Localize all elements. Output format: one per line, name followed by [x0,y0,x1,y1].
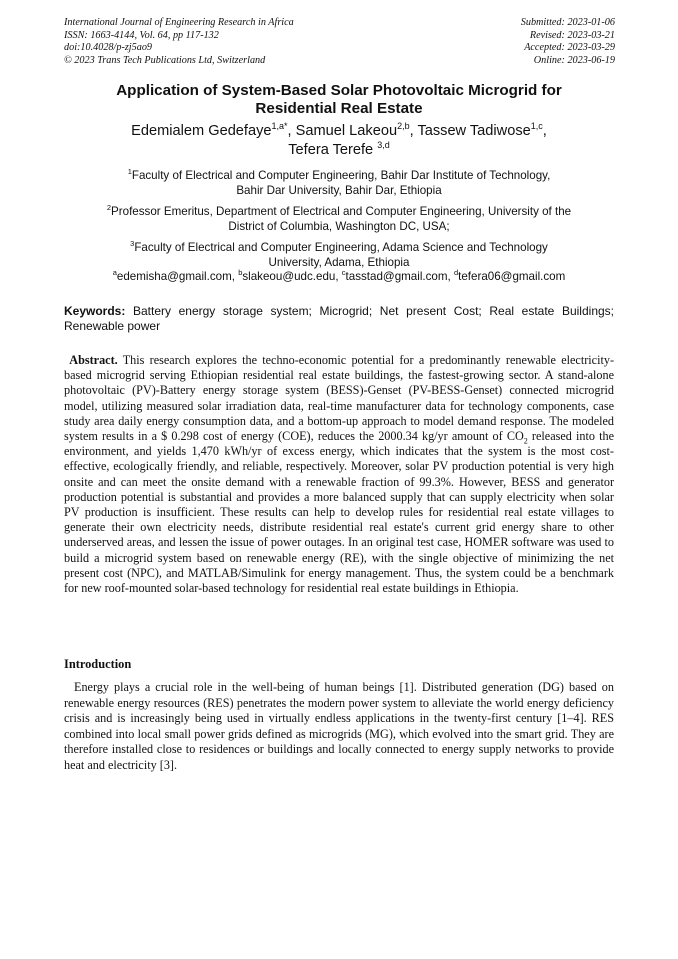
title-line-1: Application of System-Based Solar Photovoltaic Microgrid for [116,82,562,99]
author-name: Tassew Tadiwose [417,123,531,139]
abstract-section [64,353,614,596]
doi-line: doi:10.4028/p-zj5ao9 [64,42,153,54]
author-name: Tefera Terefe [288,142,378,158]
accepted-date: Accepted: 2023-03-29 [524,42,615,54]
author-affiliation-marker: 1,a* [271,121,288,132]
introduction-heading: Introduction [64,657,132,671]
affiliation-1 [64,168,614,198]
email-address: slakeou@udc.edu, [242,270,342,283]
author-name: Samuel Lakeou [295,123,398,139]
authors-line-2 [64,141,614,160]
author-separator: , [409,123,418,139]
affiliation-text: Bahir Dar University, Bahir Dar, Ethiopia [236,184,442,197]
introduction-paragraph: Energy plays a crucial role in the well-being of human beings [1]. Distributed generation (DG) based on renewable energy resources (RES) penetrates the modern power system to alleviate the world energy deficiency crisis and is increasingly being used in virtually endless applications in the twenty-first century [1–4]. RES combined into local small power grids defined as microgrids (MG), which evolved into the smart grid. They are therefore installed close to residences or buildings and locally connected to energy supply networks to provide heat and electricity [3]. [64,680,614,772]
title-line-2: Residential Real Estate [255,100,423,117]
keywords-label: Keywords: [64,304,126,318]
email-address: tefera06@gmail.com [458,270,566,283]
journal-info [64,17,294,67]
author-affiliation-marker: 3,d [377,140,390,151]
email-list [64,269,614,284]
email-marker: c [341,268,346,278]
affiliation-text: Professor Emeritus, Department of Electrical and Computer Engineering, University of the [111,205,572,218]
affiliation-marker: 2 [106,203,112,213]
affiliation-2 [64,204,614,234]
abstract-text: released into the environment, and yields 1,470 kWh/yr of excess energy, which indicates that the system is the most cost-effective, ecologically friendly, and reliable, respectively. Moreover, solar PV production potential is very high onsite and can meet the onsite demand with a renewable fraction of 99.3%. However, BESS and generator production potential is substantial and provides a more balanced supply that can supply electricity when solar PV production is insufficient. These results can help to develop rules for residential real estate villages to generate their own electricity needs, distribute residential real estate's current grid energy share to other underserved areas, and lessen the issue of power outages. In an original test case, HOMER software was used to build a microgrid system based on renewable energy (RE), with the single objective of minimizing the net present cost (NPC), and MATLAB/Simulink for energy management. Thus, the system could be a benchmark for new roof-mounted solar-based technology for residential real estate buildings in Ethiopia. [64,429,614,596]
author-affiliation-marker: 1,c [530,121,543,132]
affiliation-text: University, Adama, Ethiopia [268,256,410,269]
author-list [64,122,614,160]
email-address: edemisha@gmail.com, [116,270,239,283]
author-separator: , [542,123,547,139]
publication-dates [521,17,615,67]
keywords-section [64,304,614,333]
email-address: tasstad@gmail.com, [345,270,454,283]
copyright-line: © 2023 Trans Tech Publications Ltd, Switzerland [64,54,266,66]
abstract-text: This research explores the techno-economic potential for a predominantly renewable electricity-based microgrid serving Ethiopian residential real estate buildings, the fastest-growing sector. A stand-alone photovoltaic (PV)-Battery energy storage system (BESS)-Genset (PV-BESS-Genset) connected microgrid model, utilizing measured solar irradiation data, real-time manufacturer data for technology components, case study area daily energy consumption data, and a bottom-up approach to model demand response. The modeled system results in a $ 0.298 cost of energy (COE), reduces the 2000.34 kg/yr amount of CO [64,353,615,444]
paper-title [64,82,614,118]
affiliation-3 [64,240,614,270]
abstract-label: Abstract. [69,353,118,367]
submitted-date: Submitted: 2023-01-06 [520,17,615,28]
affiliation-text: District of Columbia, Washington DC, USA; [228,220,450,233]
authors-line-1 [64,122,614,141]
affiliation-text: Faculty of Electrical and Computer Engineering, Bahir Dar Institute of Technology, [131,169,551,182]
affiliation-text: Faculty of Electrical and Computer Engineering, Adama Science and Technology [134,241,548,254]
email-marker: d [453,268,459,278]
online-date: Online: 2023-06-19 [533,54,615,66]
issn-line: ISSN: 1663-4144, Vol. 64, pp 117-132 [64,29,219,41]
email-marker: b [238,268,243,278]
revised-date: Revised: 2023-03-21 [529,29,615,41]
author-name: Edemialem Gedefaye [131,123,272,139]
affiliation-marker: 3 [130,239,135,249]
journal-name: International Journal of Engineering Research in Africa [64,17,294,28]
affiliation-marker: 1 [127,167,132,177]
author-separator: , [287,123,296,139]
keywords-text: Battery energy storage system; Microgrid; Net present Cost; Real estate Buildings; Renewable power [64,304,614,333]
co2-subscript: 2 [523,436,528,446]
author-affiliation-marker: 2,b [397,121,410,132]
email-marker: a [112,268,117,278]
